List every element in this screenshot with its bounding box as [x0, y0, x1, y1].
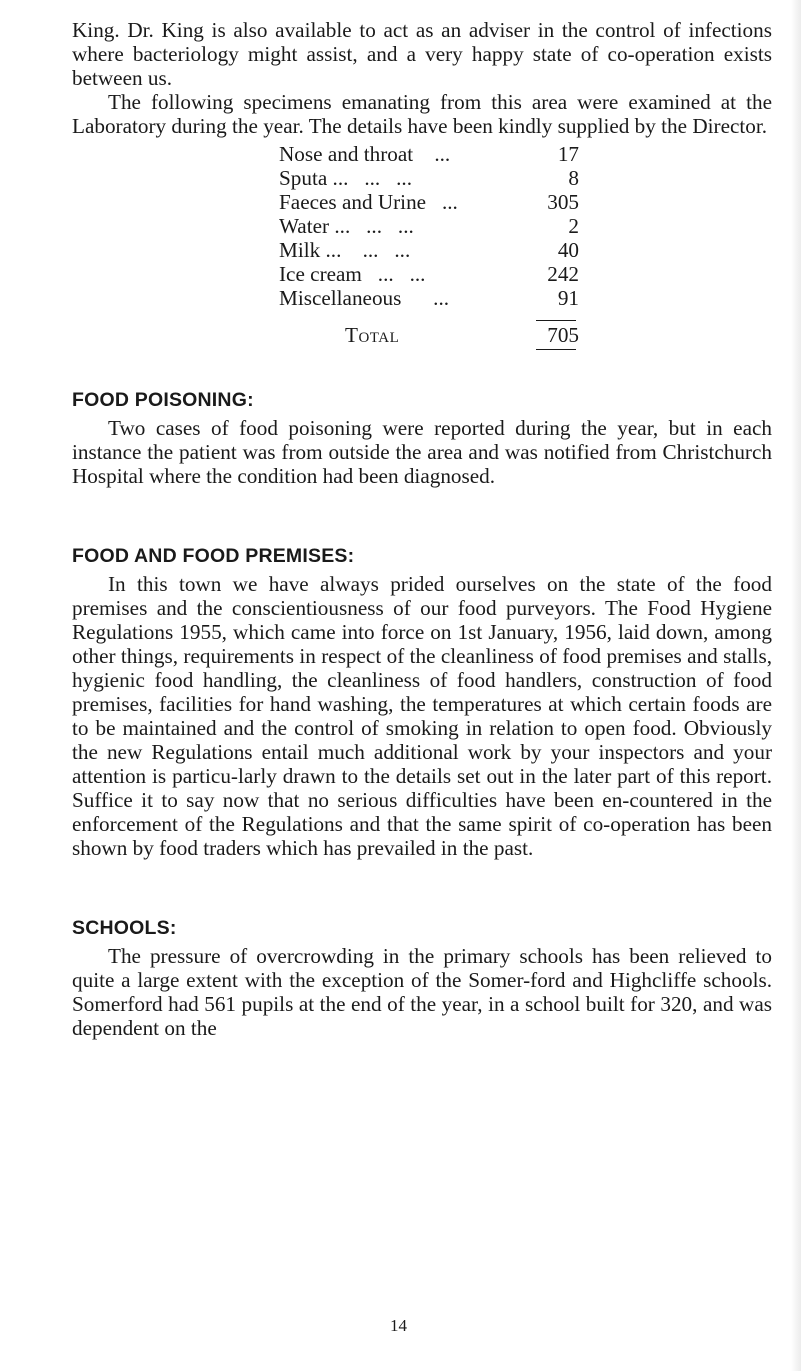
specimen-label: Miscellaneous ...: [279, 286, 450, 310]
page-edge-shadow: [791, 0, 801, 1371]
table-row: [279, 214, 579, 238]
specimen-count: 242: [547, 262, 579, 286]
intro-paragraph-1: King. Dr. King is also available to act as an adviser in the control of infections where bacteriology might assist, and a very happy state of co-operation exists between us.: [72, 18, 772, 90]
specimen-count: 17: [557, 142, 579, 166]
specimen-count: 91: [557, 286, 579, 310]
table-row: [279, 142, 579, 166]
specimen-label: Water ... ... ...: [279, 214, 414, 238]
specimen-count: 8: [568, 166, 579, 190]
food-poisoning-heading: FOOD POISONING:: [72, 389, 254, 411]
specimen-label: Ice cream ... ...: [279, 262, 426, 286]
specimen-label: Milk ... ... ...: [279, 238, 411, 262]
schools-heading: SCHOOLS:: [72, 917, 177, 939]
total-label: Total: [345, 323, 400, 347]
schools-text: The pressure of overcrowding in the primary schools has been relieved to quite a large extent with the exception of the Somer-ford and Highcliffe schools. Somerford had 561 pupils at the end of the year, in a school built for 320, and was dependent on the: [72, 944, 772, 1040]
table-row: [279, 166, 579, 190]
specimens-table: [279, 142, 579, 310]
specimen-count: 2: [568, 214, 579, 238]
specimen-label: Faeces and Urine ...: [279, 190, 458, 214]
food-poisoning-text: Two cases of food poisoning were reported during the year, but in each instance the patient was from outside the area and was notified from Christchurch Hospital where the condition had been diagnosed.: [72, 416, 772, 488]
food-premises-heading: FOOD AND FOOD PREMISES:: [72, 545, 355, 567]
table-row: [279, 286, 579, 310]
table-row: [279, 238, 579, 262]
total-value: 705: [547, 323, 579, 347]
intro-paragraph-2: The following specimens emanating from this area were examined at the Laboratory during the year. The details have been kindly supplied by the Director.: [72, 90, 772, 138]
food-premises-text: In this town we have always prided ourselves on the state of the food premises and the conscientiousness of our food purveyors. The Food Hygiene Regulations 1955, which came into force on 1st January, 1956, laid down, among other things, requirements in respect of the cleanliness of food premises and stalls, hygienic food handling, the cleanliness of food handlers, construction of food premises, facilities for hand washing, the temperatures at which certain foods are to be maintained and the control of smoking in relation to open food. Obviously the new Regulations entail much additional work by your inspectors and your attention is particu-larly drawn to the details set out in the later part of this report. Suffice it to say now that no serious difficulties have been en-countered in the enforcement of the Regulations and that the same spirit of co-operation has been shown by food traders which has prevailed in the past.: [72, 572, 772, 860]
table-row: [279, 190, 579, 214]
specimen-label: Nose and throat ...: [279, 142, 451, 166]
document-page: [72, 18, 772, 1040]
table-row: [279, 262, 579, 286]
specimen-count: 305: [547, 190, 579, 214]
specimens-total: [279, 320, 579, 350]
total-row: [279, 321, 579, 349]
page-number: 14: [390, 1316, 407, 1335]
specimen-count: 40: [557, 238, 579, 262]
specimen-label: Sputa ... ... ...: [279, 166, 413, 190]
